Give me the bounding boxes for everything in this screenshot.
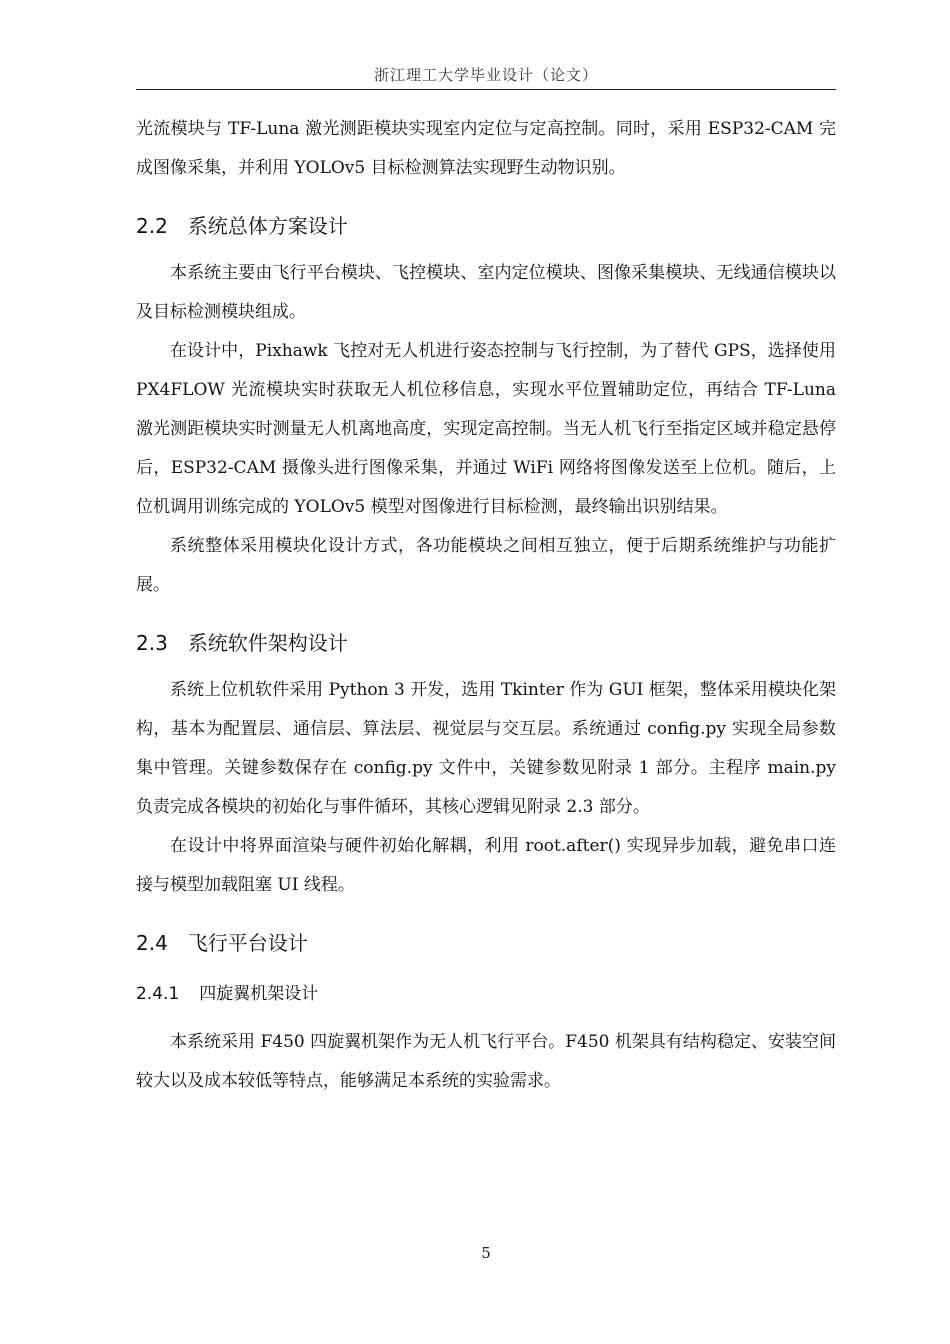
paragraph: 系统上位机软件采用 Python 3 开发，选用 Tkinter 作为 GUI 框架，整体采用模块化架构，基本为配置层、通信层、算法层、视觉层与交互层。系统通过 config.py 实现全局参数集中管理。关键参数保存在 config.py 文件中，关键参数见附录 1 部分。主程序 main.py 负责完成各模块的初始化与事件循环，其核心逻辑见附录 2.3 部分。 <box>136 680 836 817</box>
section-heading-2-3 <box>136 625 836 661</box>
section-heading-2-2 <box>136 208 836 244</box>
paragraph: 在设计中，Pixhawk 飞控对无人机进行姿态控制与飞行控制，为了替代 GPS，选择使用 PX4FLOW 光流模块实时获取无人机位移信息，实现水平位置辅助定位，再结合 TF-Luna 激光测距模块实时测量无人机离地高度，实现定高控制。当无人机飞行至指定区域并稳定悬停后，ESP32-CAM 摄像头进行图像采集，并通过 WiFi 网络将图像发送至上位机。随后，上位机调用训练完成的 YOLOv5 模型对图像进行目标检测，最终输出识别结果。 <box>136 341 836 517</box>
section-title: 飞行平台设计 <box>187 931 308 955</box>
section-heading-2-4 <box>136 925 836 961</box>
section-title: 系统总体方案设计 <box>187 214 348 238</box>
section-number: 2.3 <box>136 631 168 655</box>
subsection-title: 四旋翼机架设计 <box>199 984 319 1004</box>
subsection-heading-2-4-1 <box>136 977 836 1011</box>
paragraph: 本系统主要由飞行平台模块、飞控模块、室内定位模块、图像采集模块、无线通信模块以及目标检测模块组成。 <box>136 263 836 322</box>
running-header: 浙江理工大学毕业设计（论文） <box>373 66 598 84</box>
page-body <box>136 110 836 1101</box>
section-number: 2.4 <box>136 931 168 955</box>
header-rule <box>136 89 836 90</box>
paragraph: 本系统采用 F450 四旋翼机架作为无人机飞行平台。F450 机架具有结构稳定、安装空间较大以及成本较低等特点，能够满足本系统的实验需求。 <box>136 1032 836 1091</box>
page-number: 5 <box>481 1244 491 1262</box>
intro-paragraph: 光流模块与 TF-Luna 激光测距模块实现室内定位与定高控制。同时，采用 ESP32-CAM 完成图像采集，并利用 YOLOv5 目标检测算法实现野生动物识别。 <box>136 119 836 178</box>
paragraph: 在设计中将界面渲染与硬件初始化解耦，利用 root.after() 实现异步加载，避免串口连接与模型加载阻塞 UI 线程。 <box>136 836 836 895</box>
paragraph: 系统整体采用模块化设计方式，各功能模块之间相互独立，便于后期系统维护与功能扩展。 <box>136 536 836 595</box>
section-number: 2.2 <box>136 214 168 238</box>
subsection-number: 2.4.1 <box>136 984 180 1004</box>
section-title: 系统软件架构设计 <box>187 631 348 655</box>
